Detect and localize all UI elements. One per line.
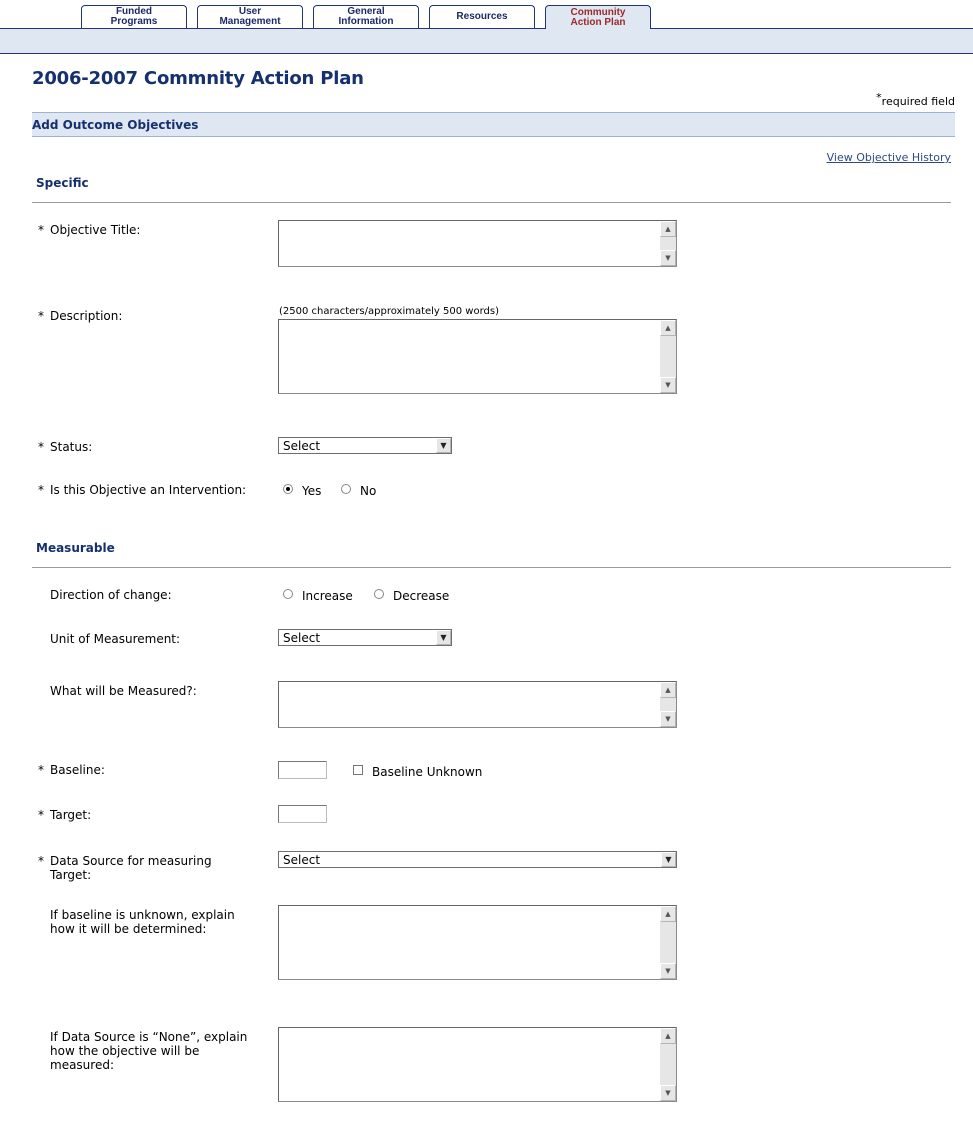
what-measured-label: What will be Measured?: xyxy=(50,684,197,698)
intervention-label: * Is this Objective an Intervention: xyxy=(50,483,246,497)
required-star: * xyxy=(876,91,882,104)
unit-select[interactable] xyxy=(278,629,452,646)
none-explain-input[interactable] xyxy=(278,1027,677,1102)
data-source-label: * Data Source for measuring Target: xyxy=(50,854,230,882)
status-label: * Status: xyxy=(50,440,92,454)
scroll-down-icon[interactable]: ▼ xyxy=(660,711,676,727)
scroll-down-icon[interactable]: ▼ xyxy=(660,377,676,393)
page-title: 2006-2007 Commnity Action Plan xyxy=(32,68,364,89)
required-field-note: *required field xyxy=(876,91,955,108)
scroll-up-icon[interactable]: ▲ xyxy=(660,1028,676,1044)
baseline-explain-label: If baseline is unknown, explain how it will be determined: xyxy=(50,908,235,936)
status-select[interactable] xyxy=(278,437,452,454)
description-hint: (2500 characters/approximately 500 words) xyxy=(279,306,499,317)
scroll-up-icon[interactable]: ▲ xyxy=(660,682,676,698)
data-source-select[interactable] xyxy=(278,851,677,868)
what-measured-input[interactable] xyxy=(278,681,677,728)
intervention-yes-radio[interactable] xyxy=(283,484,293,494)
target-label: * Target: xyxy=(50,808,91,822)
intervention-no-label: No xyxy=(360,484,377,498)
unit-label: Unit of Measurement: xyxy=(50,632,181,646)
divider xyxy=(32,202,951,203)
measurable-heading: Measurable xyxy=(36,541,115,555)
status-select-value: Select xyxy=(283,439,321,453)
description-label: * Description: xyxy=(50,309,122,323)
increase-radio[interactable] xyxy=(283,589,293,599)
baseline-input[interactable] xyxy=(278,761,327,779)
chevron-down-icon[interactable]: ▼ xyxy=(436,630,451,645)
baseline-unknown-label: Baseline Unknown xyxy=(372,765,483,779)
baseline-explain-input[interactable] xyxy=(278,905,677,980)
scroll-up-icon[interactable]: ▲ xyxy=(660,320,676,336)
scroll-down-icon[interactable]: ▼ xyxy=(660,963,676,979)
scroll-down-icon[interactable]: ▼ xyxy=(660,1085,676,1101)
scroll-up-icon[interactable]: ▲ xyxy=(660,221,676,237)
decrease-radio[interactable] xyxy=(374,589,384,599)
decrease-label: Decrease xyxy=(393,589,450,603)
intervention-no-radio[interactable] xyxy=(341,484,351,494)
tab-community-action-plan[interactable]: Community Action Plan xyxy=(545,5,651,29)
tab-user-management[interactable]: User Management xyxy=(197,5,303,28)
target-input[interactable] xyxy=(278,805,327,823)
baseline-label: * Baseline: xyxy=(50,763,105,777)
divider xyxy=(32,567,951,568)
objective-title-input[interactable] xyxy=(278,220,677,267)
scroll-down-icon[interactable]: ▼ xyxy=(660,250,676,266)
section-title: Add Outcome Objectives xyxy=(32,118,199,132)
specific-heading: Specific xyxy=(36,176,89,190)
tab-general-information[interactable]: General Information xyxy=(313,5,419,28)
scroll-up-icon[interactable]: ▲ xyxy=(660,906,676,922)
description-input[interactable] xyxy=(278,319,677,394)
chevron-down-icon[interactable]: ▼ xyxy=(436,438,451,453)
baseline-unknown-checkbox[interactable] xyxy=(353,765,363,775)
none-explain-label: If Data Source is “None”, explain how the objective will be measured: xyxy=(50,1030,248,1072)
tab-funded-programs[interactable]: Funded Programs xyxy=(81,5,187,28)
unit-select-value: Select xyxy=(283,631,321,645)
objective-title-label: * Objective Title: xyxy=(50,223,140,237)
chevron-down-icon[interactable]: ▼ xyxy=(661,852,676,867)
section-header-bar xyxy=(32,112,955,137)
view-objective-history-link[interactable]: View Objective History xyxy=(826,151,951,164)
increase-label: Increase xyxy=(302,589,353,603)
tab-resources[interactable]: Resources xyxy=(429,5,535,28)
data-source-select-value: Select xyxy=(283,853,321,867)
intervention-yes-label: Yes xyxy=(302,484,322,498)
direction-label: Direction of change: xyxy=(50,588,172,602)
tab-bar xyxy=(0,28,973,54)
